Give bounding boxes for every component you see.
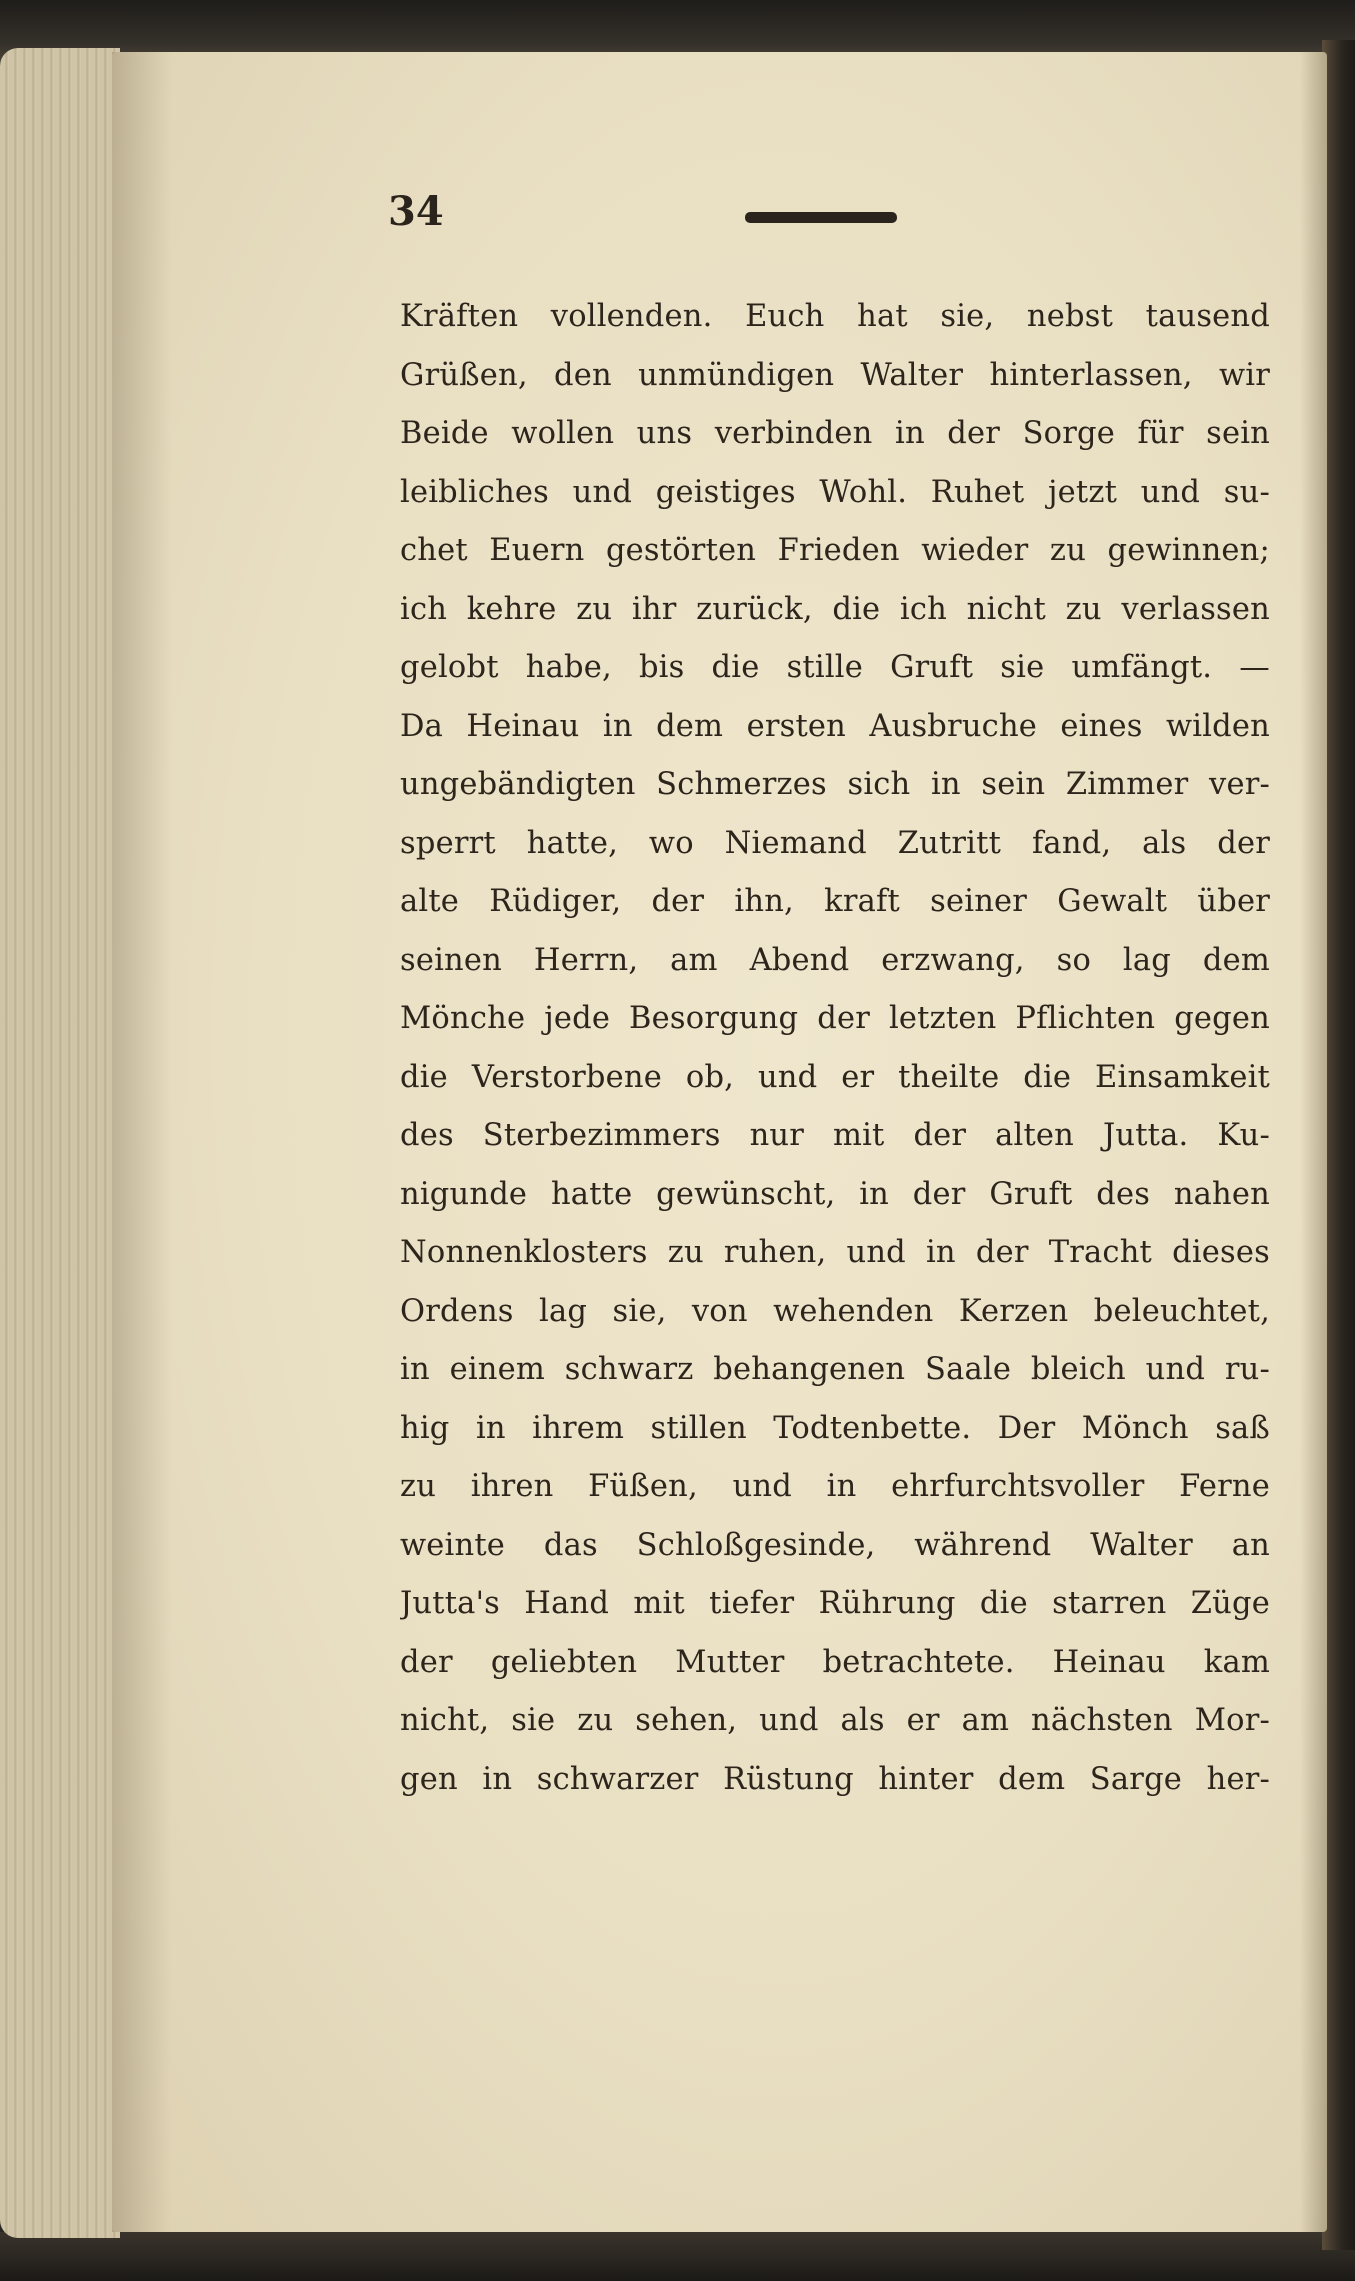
text-line: Ordens lag sie, von wehenden Kerzen beleuchtet,: [400, 1293, 1270, 1329]
text-line: gen in schwarzer Rüstung hinter dem Sarge her-: [400, 1761, 1270, 1797]
text-line: Da Heinau in dem ersten Ausbruche eines wilden: [400, 708, 1270, 744]
text-line: ungebändigten Schmerzes sich in sein Zimmer ver-: [400, 767, 1270, 802]
text-line: leibliches und geistiges Wohl. Ruhet jetzt und su-: [400, 474, 1270, 510]
text-line: sperrt hatte, wo Niemand Zutritt fand, als der: [400, 825, 1270, 861]
text-line: Kräften vollenden. Euch hat sie, nebst tausend: [400, 299, 1270, 334]
text-line: die Verstorbene ob, und er theilte die Einsamkeit: [400, 1059, 1270, 1095]
text-line: Jutta's Hand mit tiefer Rührung die starren Züge: [400, 1586, 1270, 1621]
text-line: Beide wollen uns verbinden in der Sorge für sein: [400, 416, 1270, 451]
text-line: seinen Herrn, am Abend erzwang, so lag dem: [400, 942, 1270, 978]
text-line: nigunde hatte gewünscht, in der Gruft des nahen: [400, 1176, 1270, 1212]
text-line: des Sterbezimmers nur mit der alten Jutta. Ku-: [400, 1118, 1270, 1153]
text-line: hig in ihrem stillen Todtenbette. Der Mönch saß: [400, 1410, 1270, 1446]
text-line: ich kehre zu ihr zurück, die ich nicht zu verlassen: [400, 591, 1270, 627]
body-text: [400, 288, 1270, 1809]
header-ornament-rule: [745, 212, 897, 223]
text-line: zu ihren Füßen, und in ehrfurchtsvoller Ferne: [400, 1469, 1270, 1504]
text-line: Nonnenklosters zu ruhen, und in der Tracht dieses: [400, 1235, 1270, 1270]
text-line: chet Euern gestörten Frieden wieder zu gewinnen;: [400, 533, 1270, 568]
text-line: nicht, sie zu sehen, und als er am nächsten Mor-: [400, 1703, 1270, 1738]
book-cover-bottom-edge: [0, 2232, 1355, 2281]
text-line: der geliebten Mutter betrachtete. Heinau kam: [400, 1644, 1270, 1680]
page-number: 34: [388, 188, 444, 235]
text-line: Grüßen, den unmündigen Walter hinterlassen, wir: [400, 357, 1270, 393]
text-line: in einem schwarz behangenen Saale bleich und ru-: [400, 1352, 1270, 1387]
page-edges-stack: [0, 48, 120, 2238]
text-line: alte Rüdiger, der ihn, kraft seiner Gewalt über: [400, 884, 1270, 919]
page-right-shadow: [1300, 52, 1327, 2232]
text-line: weinte das Schloßgesinde, während Walter an: [400, 1527, 1270, 1563]
text-line: gelobt habe, bis die stille Gruft sie umfängt. —: [400, 650, 1270, 685]
gutter-shadow: [112, 52, 172, 2232]
text-line: Mönche jede Besorgung der letzten Pflichten gegen: [400, 1001, 1270, 1036]
